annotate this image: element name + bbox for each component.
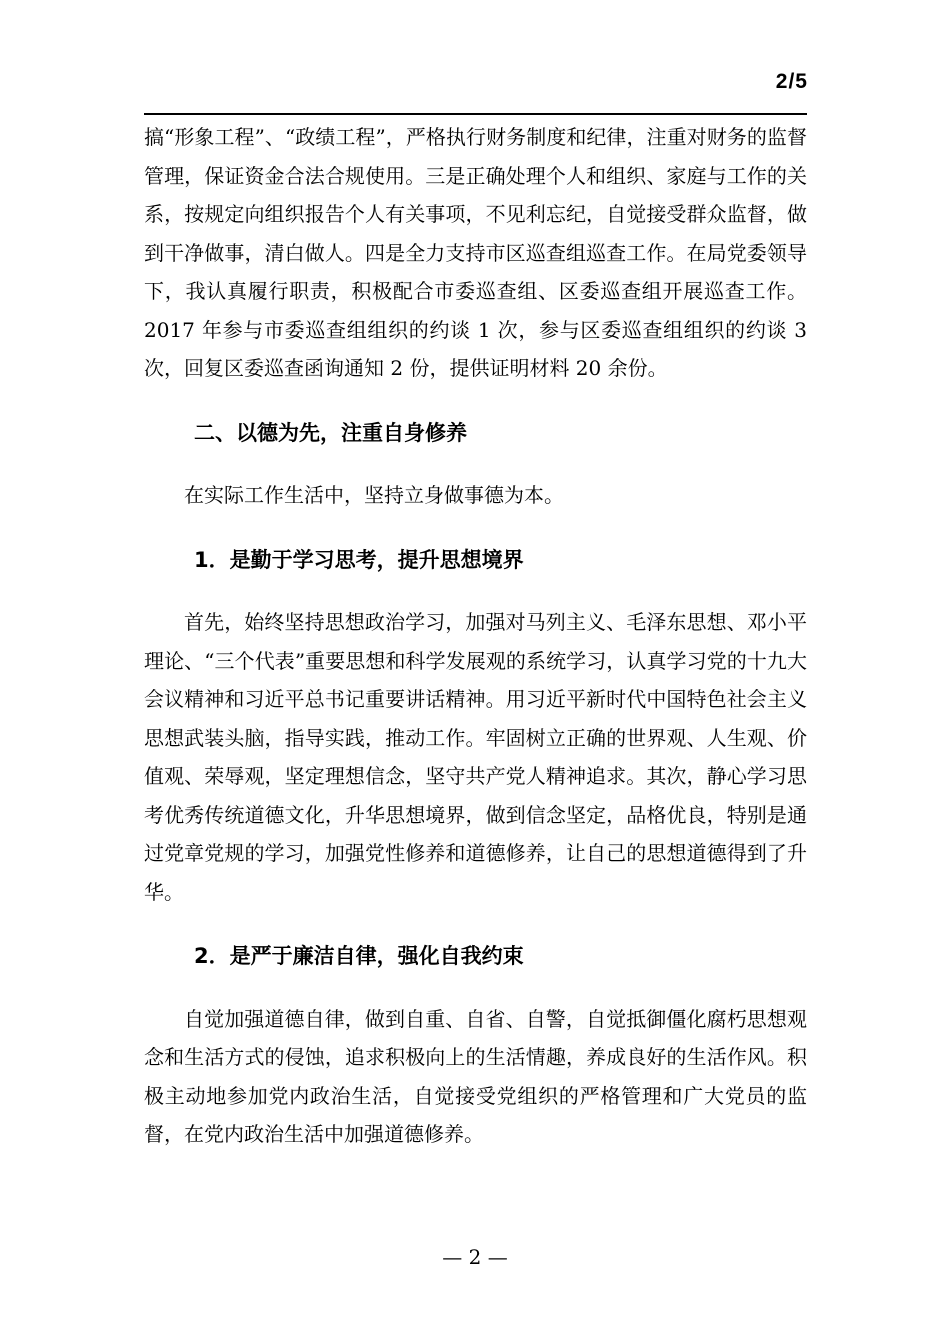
section-heading-morality: 二、以德为先，注重自身修养 bbox=[194, 420, 467, 445]
page-counter: 2/5 bbox=[775, 70, 808, 93]
paragraph-morality-intro: 在实际工作生活中，坚持立身做事德为本。 bbox=[184, 483, 564, 507]
subheading-study: 1．是勤于学习思考，提升思想境界 bbox=[194, 547, 524, 572]
paragraph-self-discipline: 自觉加强道德自律，做到自重、自省、自警，自觉抵御僵化腐朽思想观念和生活方式的侵蚀，追求积极向上的生活情趣，养成良好的生活作风。积极主动地参加党内政治生活，自觉接受党组织的严格管理和广大党员的监督，在党内政治生活中加强道德修养。 bbox=[144, 1006, 807, 1146]
header-divider bbox=[144, 113, 807, 115]
document-body bbox=[144, 118, 807, 1154]
paragraph-discipline-continued: 搞“形象工程”、“政绩工程”，严格执行财务制度和纪律，注重对财务的监督管理，保证资金合法合规使用。三是正确处理个人和组织、家庭与工作的关系，按规定向组织报告个人有关事项，不见利忘纪，自觉接受群众监督，做到干净做事，清白做人。四是全力支持市区巡查组巡查工作。在局党委领导下，我认真履行职责，积极配合市委巡查组、区委巡查组开展巡查工作。2017 年参与市委巡查组组织的约谈 1 次，参与区委巡查组组织的约谈 3 次，回复区委巡查函询通知 2 份，提供证明材料 20 余份。 bbox=[144, 125, 807, 380]
paragraph-study: 首先，始终坚持思想政治学习，加强对马列主义、毛泽东思想、邓小平理论、“三个代表”重要思想和科学发展观的系统学习，认真学习党的十九大会议精神和习近平总书记重要讲话精神。用习近平新时代中国特色社会主义思想武装头脑，指导实践，推动工作。牢固树立正确的世界观、人生观、价值观、荣辱观，坚定理想信念，坚守共产党人精神追求。其次，静心学习思考优秀传统道德文化，升华思想境界，做到信念坚定，品格优良，特别是通过党章党规的学习，加强党性修养和道德修养，让自己的思想道德得到了升华。 bbox=[144, 610, 807, 904]
footer-page-number: — 2 — bbox=[442, 1245, 508, 1269]
subheading-self-discipline: 2．是严于廉洁自律，强化自我约束 bbox=[194, 944, 524, 968]
